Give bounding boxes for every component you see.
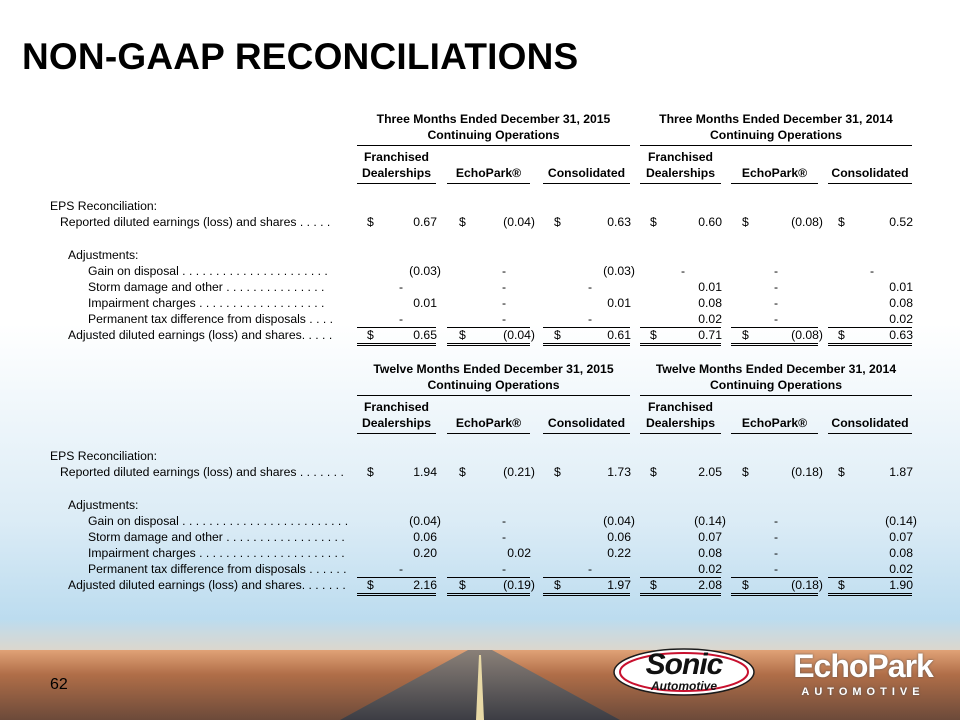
- table-cell: 0.60: [698, 215, 722, 229]
- column-header-line1: Franchised: [363, 400, 430, 414]
- row-label: Gain on disposal . . . . . . . . . . . . . . . . . . . . . .: [88, 264, 328, 278]
- group-header-rule: [640, 395, 912, 396]
- table-cell: -: [501, 296, 507, 310]
- column-header-rule: [357, 183, 436, 184]
- table-cell: (0.03): [603, 264, 635, 278]
- table-cell: -: [501, 264, 507, 278]
- table-cell: -: [773, 514, 779, 528]
- total-top-rule: [357, 577, 436, 578]
- table-cell: 0.71: [698, 328, 722, 342]
- table-cell: (0.04): [603, 514, 635, 528]
- table-cell: (0.14): [694, 514, 726, 528]
- column-header-rule: [543, 183, 630, 184]
- dollar-sign: $: [459, 578, 466, 592]
- column-header-line2: Consolidated: [547, 416, 626, 430]
- dollar-sign: $: [554, 328, 561, 342]
- column-header-rule: [640, 433, 721, 434]
- row-label: Impairment charges . . . . . . . . . . . . . . . . . . . . . .: [88, 546, 345, 560]
- sonic-automotive-logo: [612, 648, 756, 700]
- total-top-rule: [357, 327, 436, 328]
- total-double-rule: [640, 343, 721, 346]
- table-cell: (0.04): [503, 215, 535, 229]
- total-double-rule: [447, 593, 530, 596]
- table-cell: 0.02: [889, 312, 913, 326]
- sonic-logo-subtext: Automotive: [651, 679, 717, 693]
- table-cell: 0.07: [698, 530, 722, 544]
- table-cell: 1.90: [889, 578, 913, 592]
- total-double-rule: [357, 593, 436, 596]
- total-top-rule: [731, 327, 818, 328]
- table-cell: (0.04): [503, 328, 535, 342]
- dollar-sign: $: [650, 215, 657, 229]
- column-header-rule: [447, 433, 530, 434]
- column-header-rule: [731, 183, 818, 184]
- table-cell: (0.08): [791, 328, 823, 342]
- table-cell: 0.63: [889, 328, 913, 342]
- group-header-subtitle: Continuing Operations: [427, 128, 560, 142]
- total-double-rule: [543, 593, 630, 596]
- total-double-rule: [828, 343, 912, 346]
- row-label: Impairment charges . . . . . . . . . . . . . . . . . . .: [88, 296, 325, 310]
- table-cell: 0.20: [413, 546, 437, 560]
- table-cell: -: [501, 514, 507, 528]
- dollar-sign: $: [742, 328, 749, 342]
- row-label: EPS Reconciliation:: [50, 449, 158, 463]
- dollar-sign: $: [742, 578, 749, 592]
- table-cell: -: [869, 264, 875, 278]
- table-cell: 0.07: [889, 530, 913, 544]
- table-cell: 0.02: [889, 562, 913, 576]
- dollar-sign: $: [459, 215, 466, 229]
- dollar-sign: $: [367, 328, 374, 342]
- table-cell: 0.02: [698, 562, 722, 576]
- dollar-sign: $: [554, 465, 561, 479]
- column-header-line2: Consolidated: [831, 416, 909, 430]
- table-cell: 0.08: [889, 546, 913, 560]
- table-cell: 0.08: [698, 546, 722, 560]
- group-header-subtitle: Continuing Operations: [427, 378, 560, 392]
- dollar-sign: $: [742, 465, 749, 479]
- table-cell: 0.65: [413, 328, 437, 342]
- table-cell: 2.16: [413, 578, 437, 592]
- column-header-line2: Consolidated: [831, 166, 909, 180]
- table-cell: -: [773, 562, 779, 576]
- total-top-rule: [447, 327, 530, 328]
- dollar-sign: $: [367, 465, 374, 479]
- column-header-line2: EchoPark®: [455, 166, 522, 180]
- table-cell: (0.03): [409, 264, 441, 278]
- table-cell: 0.61: [607, 328, 631, 342]
- total-double-rule: [640, 593, 721, 596]
- table-cell: (0.18): [791, 578, 823, 592]
- table-cell: -: [398, 280, 404, 294]
- dollar-sign: $: [367, 578, 374, 592]
- total-top-rule: [640, 327, 721, 328]
- column-header-line2: EchoPark®: [455, 416, 522, 430]
- total-top-rule: [828, 327, 912, 328]
- column-header-line1: Franchised: [363, 150, 430, 164]
- group-header-title: Three Months Ended December 31, 2015: [376, 112, 611, 126]
- echopark-logo-text: EchoPark: [793, 648, 933, 684]
- column-header-line2: Consolidated: [547, 166, 626, 180]
- row-label: Gain on disposal . . . . . . . . . . . . . . . . . . . . . . . . .: [88, 514, 349, 528]
- table-cell: 0.06: [607, 530, 631, 544]
- total-top-rule: [543, 577, 630, 578]
- echopark-logo-subtext: AUTOMOTIVE: [801, 686, 925, 698]
- column-header-line2: Dealerships: [361, 166, 432, 180]
- group-header-subtitle: Continuing Operations: [709, 128, 843, 142]
- dollar-sign: $: [554, 578, 561, 592]
- table-cell: 0.63: [607, 215, 631, 229]
- total-double-rule: [731, 593, 818, 596]
- table-cell: -: [773, 264, 779, 278]
- total-top-rule: [731, 577, 818, 578]
- column-header-rule: [447, 183, 530, 184]
- row-label: Adjusted diluted earnings (loss) and shares. . . . .: [68, 328, 333, 342]
- dollar-sign: $: [838, 578, 845, 592]
- table-cell: 0.02: [507, 546, 531, 560]
- page-title: NON-GAAP RECONCILIATIONS: [22, 36, 579, 77]
- table-cell: -: [773, 530, 779, 544]
- dollar-sign: $: [650, 465, 657, 479]
- table-cell: -: [501, 530, 507, 544]
- row-label: Storm damage and other . . . . . . . . . . . . . . . . . .: [88, 530, 345, 544]
- dollar-sign: $: [838, 328, 845, 342]
- table-cell: 2.05: [698, 465, 722, 479]
- dollar-sign: $: [459, 328, 466, 342]
- row-label: Reported diluted earnings (loss) and shares . . . . .: [60, 215, 331, 229]
- table-cell: 0.06: [413, 530, 437, 544]
- table-cell: (0.21): [503, 465, 535, 479]
- column-header-line2: Dealerships: [645, 166, 716, 180]
- echopark-logo: [778, 648, 948, 700]
- row-label: Adjustments:: [68, 248, 139, 262]
- table-cell: 0.01: [413, 296, 437, 310]
- total-top-rule: [543, 327, 630, 328]
- total-double-rule: [828, 593, 912, 596]
- table-cell: -: [501, 562, 507, 576]
- group-header-title: Three Months Ended December 31, 2014: [659, 112, 893, 126]
- dollar-sign: $: [838, 465, 845, 479]
- column-header-line2: EchoPark®: [741, 416, 808, 430]
- column-header-line1: Franchised: [647, 150, 714, 164]
- table-cell: 1.97: [607, 578, 631, 592]
- row-label: Permanent tax difference from disposals . . . . . .: [88, 562, 347, 576]
- table-cell: -: [587, 562, 593, 576]
- dollar-sign: $: [554, 215, 561, 229]
- table-cell: 0.22: [607, 546, 631, 560]
- dollar-sign: $: [459, 465, 466, 479]
- group-header-title: Twelve Months Ended December 31, 2015: [373, 362, 614, 376]
- table-cell: 1.73: [607, 465, 631, 479]
- total-double-rule: [543, 343, 630, 346]
- page-number: 62: [50, 676, 68, 693]
- table-cell: -: [680, 264, 686, 278]
- row-label: Reported diluted earnings (loss) and shares . . . . . . .: [60, 465, 344, 479]
- table-cell: 0.52: [889, 215, 913, 229]
- table-cell: -: [501, 280, 507, 294]
- table-cell: -: [773, 280, 779, 294]
- row-label: Storm damage and other . . . . . . . . . . . . . . .: [88, 280, 325, 294]
- group-header-rule: [640, 145, 912, 146]
- dollar-sign: $: [650, 328, 657, 342]
- table-cell: 2.08: [698, 578, 722, 592]
- table-cell: 1.87: [889, 465, 913, 479]
- group-header-rule: [357, 145, 630, 146]
- table-cell: (0.14): [885, 514, 917, 528]
- column-header-line2: EchoPark®: [741, 166, 808, 180]
- group-header-rule: [357, 395, 630, 396]
- table-cell: 0.01: [607, 296, 631, 310]
- column-header-rule: [357, 433, 436, 434]
- column-header-rule: [828, 183, 912, 184]
- sonic-logo-text: Sonic: [645, 648, 723, 681]
- row-label: Adjustments:: [68, 498, 139, 512]
- column-header-rule: [640, 183, 721, 184]
- table-cell: -: [587, 312, 593, 326]
- table-cell: 1.94: [413, 465, 437, 479]
- table-cell: (0.08): [791, 215, 823, 229]
- table-cell: 0.08: [889, 296, 913, 310]
- row-label: Permanent tax difference from disposals . . . .: [88, 312, 333, 326]
- total-double-rule: [447, 343, 530, 346]
- group-header-subtitle: Continuing Operations: [709, 378, 843, 392]
- table-cell: -: [501, 312, 507, 326]
- table-cell: (0.04): [409, 514, 441, 528]
- table-cell: -: [398, 312, 404, 326]
- table-cell: -: [773, 296, 779, 310]
- table-cell: 0.01: [889, 280, 913, 294]
- dollar-sign: $: [838, 215, 845, 229]
- row-label: EPS Reconciliation:: [50, 199, 158, 213]
- table-cell: (0.18): [791, 465, 823, 479]
- table-cell: 0.02: [698, 312, 722, 326]
- table-cell: 0.08: [698, 296, 722, 310]
- column-header-rule: [828, 433, 912, 434]
- column-header-rule: [543, 433, 630, 434]
- dollar-sign: $: [742, 215, 749, 229]
- total-double-rule: [357, 343, 436, 346]
- group-header-title: Twelve Months Ended December 31, 2014: [655, 362, 897, 376]
- table-cell: -: [398, 562, 404, 576]
- total-top-rule: [640, 577, 721, 578]
- table-cell: -: [773, 312, 779, 326]
- total-top-rule: [447, 577, 530, 578]
- column-header-line1: Franchised: [647, 400, 714, 414]
- column-header-line2: Dealerships: [645, 416, 716, 430]
- table-cell: -: [773, 546, 779, 560]
- total-double-rule: [731, 343, 818, 346]
- table-cell: 0.01: [698, 280, 722, 294]
- column-header-rule: [731, 433, 818, 434]
- column-header-line2: Dealerships: [361, 416, 432, 430]
- dollar-sign: $: [650, 578, 657, 592]
- table-cell: (0.19): [503, 578, 535, 592]
- dollar-sign: $: [367, 215, 374, 229]
- row-label: Adjusted diluted earnings (loss) and shares. . . . . . .: [68, 578, 346, 592]
- total-top-rule: [828, 577, 912, 578]
- table-cell: -: [587, 280, 593, 294]
- table-cell: 0.67: [413, 215, 437, 229]
